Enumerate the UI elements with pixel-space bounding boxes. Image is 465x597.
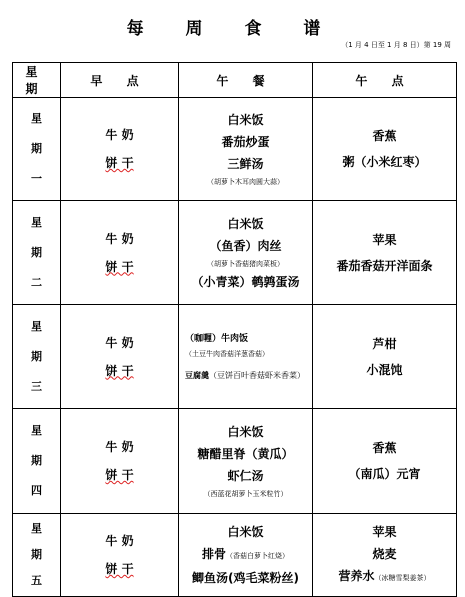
afternoon-cell: 香蕉 粥（小米红枣）	[313, 98, 457, 201]
breakfast-cell: 牛 奶 饼 干	[61, 409, 179, 514]
lunch-cell: 白米饭 糖醋里脊（黄瓜） 虾仁汤 （西蓝花胡萝卜玉米粒竹）	[179, 409, 313, 514]
afternoon-cell: 苹果 烧麦 营养水（冰糖雪梨姜茶）	[313, 514, 457, 597]
menu-table	[12, 62, 457, 597]
lunch-cell: 白米饭 番茄炒蛋 三鲜汤 （胡萝卜木耳肉圆大蒜）	[179, 98, 313, 201]
breakfast-cell: 牛 奶 饼 干	[61, 201, 179, 305]
header-day: 星 期	[13, 63, 61, 98]
lunch-cell: 白米饭 排骨（香菇白萝卜红烧） 鲫鱼汤(鸡毛菜粉丝)	[179, 514, 313, 597]
afternoon-cell: 香蕉 （南瓜）元宵	[313, 409, 457, 514]
table-row	[13, 98, 457, 201]
lunch-cell: （咖喱）牛肉饭 （土豆牛肉香菇洋葱香菇） 豆腐羹（豆饼百叶香菇虾米香菜）	[179, 305, 313, 409]
afternoon-cell: 芦柑 小混饨	[313, 305, 457, 409]
day-cell: 星 期 一	[13, 98, 61, 201]
page-title: 每 周 食 谱	[126, 19, 339, 39]
day-cell: 星 期 五	[13, 514, 61, 597]
day-cell: 星 期 二	[13, 201, 61, 305]
day-cell: 星 期 四	[13, 409, 61, 514]
header-breakfast: 早 点	[61, 63, 179, 98]
table-row	[13, 409, 457, 514]
header-lunch: 午 餐	[179, 63, 313, 98]
table-row	[13, 305, 457, 409]
day-cell: 星 期 三	[13, 305, 61, 409]
breakfast-cell: 牛 奶 饼 干	[61, 98, 179, 201]
week-subtitle: （1 月 4 日至 1 月 8 日）第 19 周	[341, 41, 451, 49]
afternoon-cell: 苹果 番茄香菇开洋面条	[313, 201, 457, 305]
lunch-cell: 白米饭 （鱼香）肉丝 （胡萝卜香菇猪肉菜板） （小青菜）鹌鹑蛋汤	[179, 201, 313, 305]
header-afternoon: 午 点	[313, 63, 457, 98]
header-row	[13, 63, 457, 98]
table-row	[13, 514, 457, 597]
breakfast-cell: 牛 奶 饼 干	[61, 514, 179, 597]
breakfast-cell: 牛 奶 饼 干	[61, 305, 179, 409]
table-row	[13, 201, 457, 305]
